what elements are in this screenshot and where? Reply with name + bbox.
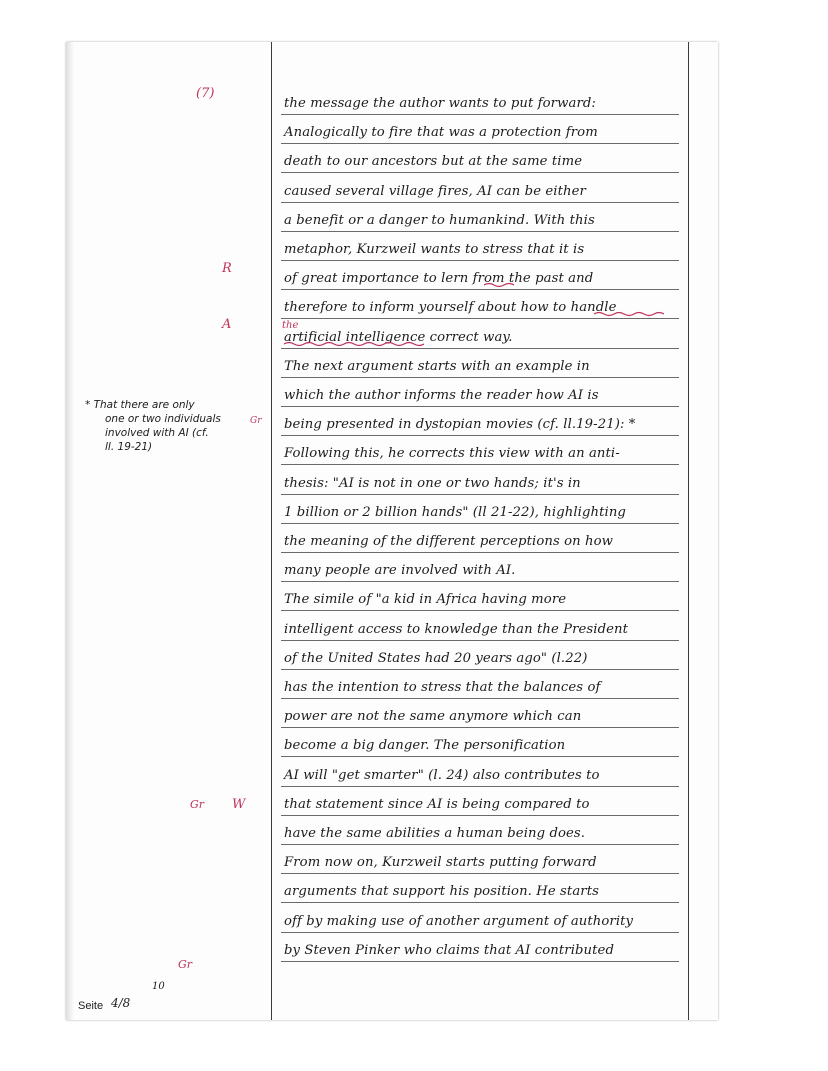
essay-line: off by making use of another argument of authority bbox=[284, 913, 634, 929]
essay-line: being presented in dystopian movies (cf. ll.19-21): * bbox=[284, 417, 636, 433]
essay-line: death to our ancestors but at the same time bbox=[284, 154, 583, 170]
essay-line: Analogically to fire that was a protection from bbox=[284, 125, 598, 141]
correction-squiggle-ai bbox=[284, 341, 424, 347]
page-total: 10 bbox=[152, 981, 165, 992]
essay-line: caused several village fires, AI can be either bbox=[284, 183, 586, 199]
margin-mark-gr-2: Gr bbox=[190, 798, 205, 811]
margin-mark-a: A bbox=[222, 317, 232, 332]
essay-line: intelligent access to knowledge than the President bbox=[284, 621, 629, 637]
margin-mark-gr-1: Gr bbox=[250, 416, 262, 426]
essay-line: metaphor, Kurzweil wants to stress that it is bbox=[284, 242, 585, 257]
margin-comment bbox=[85, 398, 265, 454]
margin-mark-w: W bbox=[232, 797, 246, 812]
comment-line: one or two individuals bbox=[105, 413, 221, 425]
margin-mark-gr-3: Gr bbox=[178, 958, 193, 971]
essay-line: which the author informs the reader how AI is bbox=[284, 388, 599, 403]
margin-rule bbox=[271, 42, 272, 1020]
essay-line: AI will "get smarter" (l. 24) also contributes to bbox=[284, 767, 600, 783]
essay-line: of great importance to lern from the past and bbox=[284, 271, 594, 287]
page-number: 4/8 bbox=[111, 996, 131, 1010]
essay-line: The simile of "a kid in Africa having more bbox=[284, 592, 567, 608]
sheet-shadow bbox=[66, 42, 74, 1020]
essay-line: by Steven Pinker who claims that AI contributed bbox=[284, 942, 614, 958]
essay-line: artificial intelligence correct way. bbox=[284, 329, 513, 345]
essay-line: the message the author wants to put forward: bbox=[284, 96, 596, 111]
essay-line: therefore to inform yourself about how to handle bbox=[284, 300, 617, 316]
essay-line: the meaning of the different perceptions on how bbox=[284, 534, 614, 549]
essay-line: power are not the same anymore which can bbox=[284, 709, 582, 725]
essay-line: a benefit or a danger to humankind. With this bbox=[284, 212, 595, 228]
paragraph-mark: (7) bbox=[196, 86, 215, 101]
essay-line: 1 billion or 2 billion hands" (ll 21-22), highlighting bbox=[284, 504, 626, 520]
essay-line: thesis: "AI is not in one or two hands; it's in bbox=[284, 475, 581, 491]
insertion-the: the bbox=[282, 320, 299, 331]
comment-line: * That there are only bbox=[85, 399, 195, 411]
essay-line: Following this, he corrects this view with an anti- bbox=[284, 446, 620, 462]
comment-line: ll. 19-21) bbox=[105, 441, 153, 453]
margin-mark-r: R bbox=[222, 261, 232, 276]
essay-line: become a big danger. The personification bbox=[284, 738, 566, 754]
correction-squiggle-lern bbox=[484, 282, 514, 288]
essay-line: of the United States had 20 years ago" (l.22) bbox=[284, 650, 588, 666]
essay-line: has the intention to stress that the balances of bbox=[284, 680, 601, 695]
essay-line: many people are involved with AI. bbox=[284, 563, 516, 579]
essay-line: arguments that support his position. He starts bbox=[284, 884, 599, 900]
correction-squiggle-handle bbox=[594, 311, 664, 317]
essay-line: that statement since AI is being compared to bbox=[284, 796, 590, 812]
essay-line: The next argument starts with an example in bbox=[284, 358, 590, 374]
essay-line: have the same abilities a human being does. bbox=[284, 826, 586, 841]
comment-line: involved with AI (cf. bbox=[105, 427, 209, 439]
footer-label: Seite bbox=[78, 1000, 104, 1012]
essay-line: From now on, Kurzweil starts putting forward bbox=[284, 855, 597, 871]
